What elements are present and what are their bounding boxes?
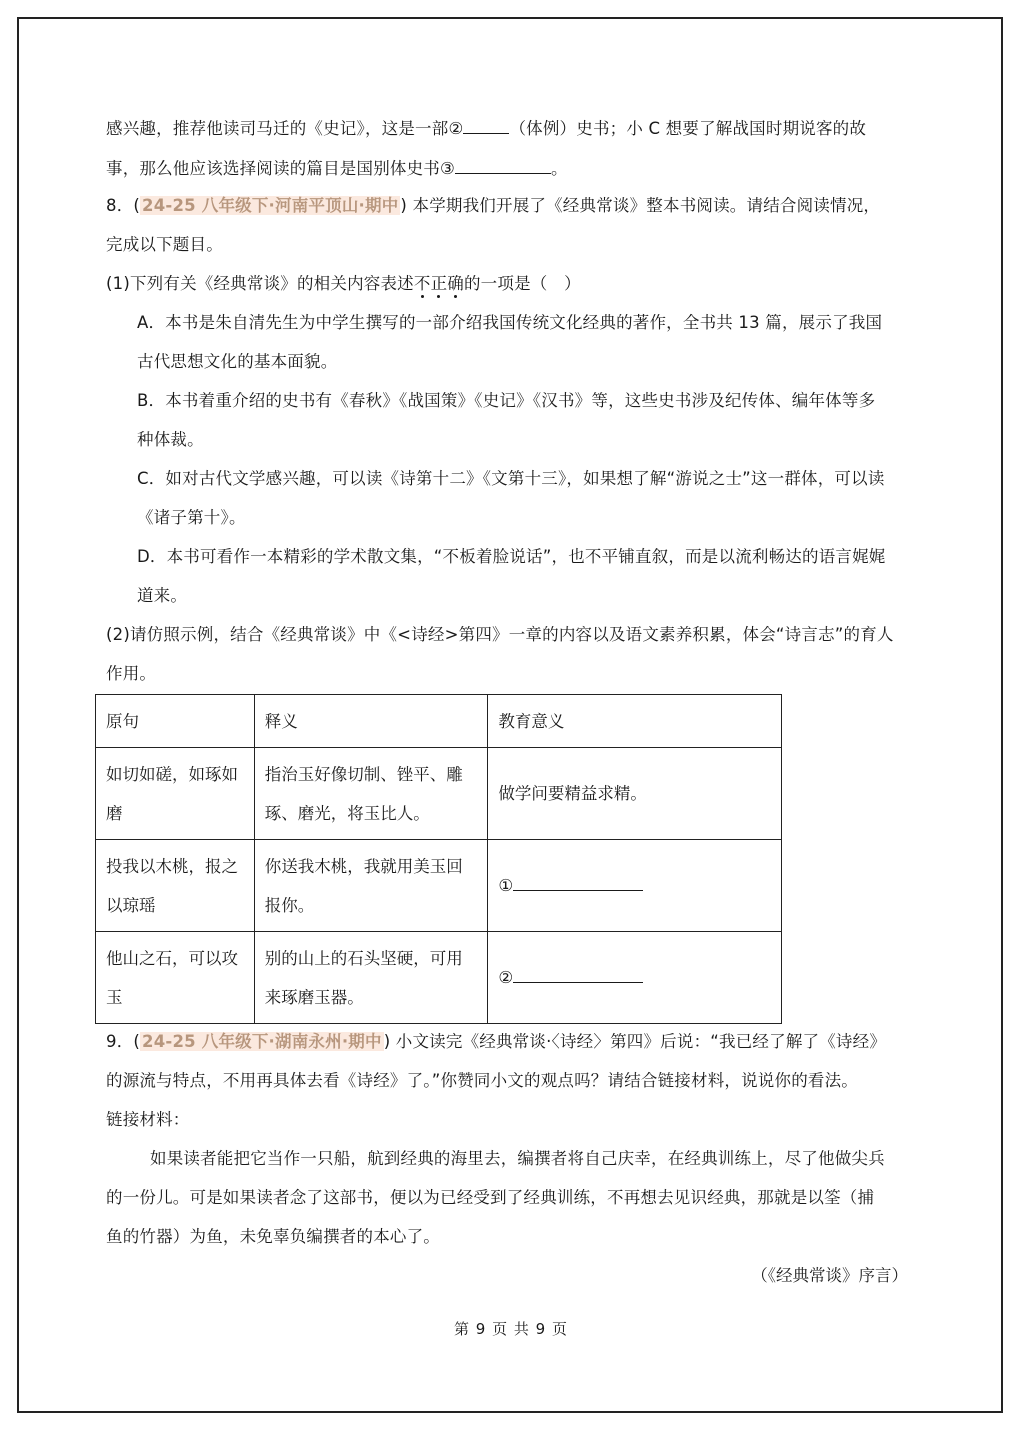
option-b-line-2: 种体裁。	[137, 430, 204, 449]
emphasis-dot-char: 不	[413, 274, 431, 293]
page-number: 第 9 页 共 9 页	[454, 1320, 568, 1338]
emphasis-dot-char: 确	[447, 274, 464, 293]
material-source: （《经典常谈》序言）	[751, 1266, 908, 1285]
link-material-label: 链接材料：	[106, 1110, 190, 1129]
option-c-line-1[interactable]: C．如对古代文学感兴趣，可以读《诗第十二》《文第十三》，如果想了解“游说之士”这一群体，可以读	[137, 469, 885, 488]
q7-line-1: 感兴趣，推荐他读司马迁的《史记》，这是一部② （体例）史书；小 C 想要了解战国时期说客的故	[106, 119, 867, 138]
header-meaning: 释义	[254, 695, 488, 748]
table-header-row	[96, 695, 782, 748]
answer-blank-3[interactable]	[455, 157, 551, 174]
cell-meaning: 指治玉好像切制、锉平、雕 琢、磨光，将玉比人。	[254, 748, 488, 840]
q8-line-2: 完成以下题目。	[106, 235, 223, 254]
source-tag: 24-25 八年级下·湖南永州·期中	[142, 1032, 382, 1051]
emphasis-dot-char: 正	[430, 274, 448, 293]
option-c-line-2: 《诸子第十》。	[137, 508, 246, 527]
answer-blank-edu-1[interactable]	[513, 874, 643, 891]
cell-source: 如切如磋，如琢如 磨	[96, 748, 255, 840]
q7-line-2: 事，那么他应该选择阅读的篇目是国别体史书③ 。	[106, 159, 568, 178]
header-education: 教育意义	[488, 695, 782, 748]
cell-meaning: 别的山上的石头坚硬，可用 来琢磨玉器。	[254, 932, 488, 1024]
option-d-line-2: 道来。	[137, 586, 188, 605]
header-source: 原句	[96, 695, 255, 748]
material-line-2: 的一份儿。可是如果读者念了这部书，便以为已经受到了经典训练，不再想去见识经典，那就是以筌（捕	[106, 1188, 875, 1207]
table-row	[96, 748, 782, 840]
q9-line-2: 的源流与特点，不用再具体去看《诗经》了。”你赞同小文的观点吗？请结合链接材料，说说你的看法。	[106, 1071, 858, 1090]
table-row	[96, 932, 782, 1024]
cell-source: 他山之石，可以攻 玉	[96, 932, 255, 1024]
option-d-line-1[interactable]: D．本书可看作一本精彩的学术散文集，“不板着脸说话”，也不平铺直叙，而是以流利畅达的语言娓娓	[137, 547, 886, 566]
table-row	[96, 840, 782, 932]
q8-part2-line-2: 作用。	[106, 664, 157, 683]
cell-education: 做学问要精益求精。	[488, 748, 782, 840]
cell-education[interactable]: ②	[488, 932, 782, 1024]
cell-source: 投我以木桃，报之 以琼瑶	[96, 840, 255, 932]
option-b-line-1[interactable]: B．本书着重介绍的史书有《春秋》《战国策》《史记》《汉书》等，这些史书涉及纪传体、编年体等多	[137, 391, 876, 410]
option-a-line-1[interactable]: A．本书是朱自清先生为中学生撰写的一部介绍我国传统文化经典的著作，全书共 13 篇，展示了我国	[137, 313, 883, 332]
q8-part1-stem: (1)下列有关《经典常谈》的相关内容表述不正确的一项是（ ）	[106, 274, 581, 293]
cell-education[interactable]: ①	[488, 840, 782, 932]
q8-line-1: 8．( 24-25 八年级下·河南平顶山·期中 ) 本学期我们开展了《经典常谈》整本书阅读。请结合阅读情况，	[106, 196, 881, 215]
q8-part2-line-1: (2)请仿照示例，结合《经典常谈》中《<诗经>第四》一章的内容以及语文素养积累，体会“诗言志”的育人	[106, 625, 894, 644]
q9-line-1: 9．( 24-25 八年级下·湖南永州·期中 ) 小文读完《经典常谈·〈诗经〉第四》后说：“我已经了解了《诗经》	[106, 1032, 887, 1051]
option-a-line-2: 古代思想文化的基本面貌。	[137, 352, 338, 371]
source-tag: 24-25 八年级下·河南平顶山·期中	[142, 196, 399, 215]
material-line-3: 鱼的竹器）为鱼，未免辜负编撰者的本心了。	[106, 1227, 440, 1246]
poem-table	[95, 694, 782, 1024]
cell-meaning: 你送我木桃，我就用美玉回 报你。	[254, 840, 488, 932]
answer-blank-2[interactable]	[463, 117, 509, 134]
material-line-1: 如果读者能把它当作一只船，航到经典的海里去，编撰者将自己庆幸，在经典训练上，尽了他做尖兵	[150, 1149, 885, 1168]
answer-blank-edu-2[interactable]	[513, 966, 643, 983]
